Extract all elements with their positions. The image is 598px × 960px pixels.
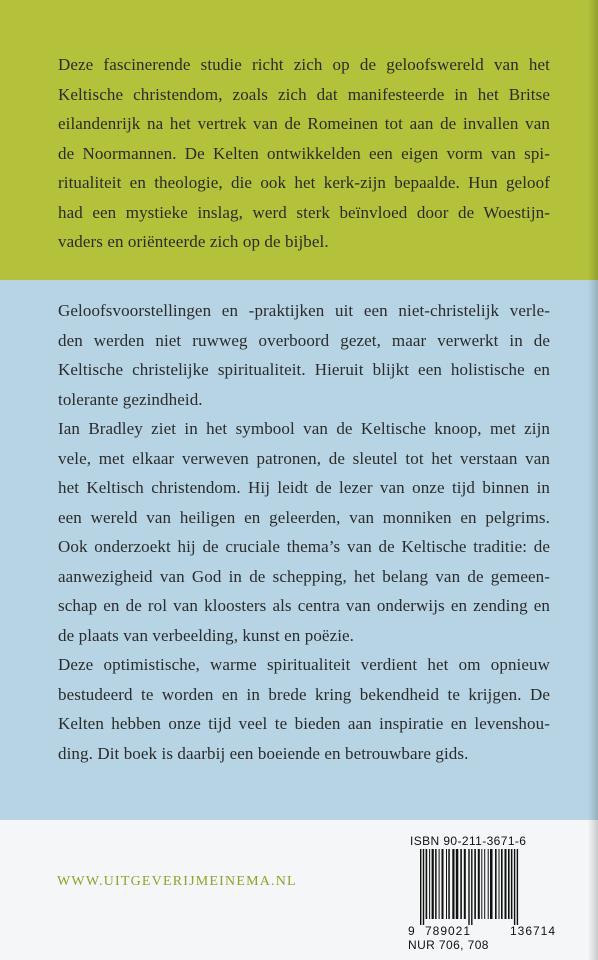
barcode-bar (420, 849, 421, 925)
body-line: Ian Bradley ziet in het symbool van de Keltische knoop, met zijn (58, 419, 550, 438)
barcode-bar (446, 849, 447, 919)
barcode-bar (471, 849, 472, 925)
body-text (58, 296, 550, 768)
barcode-bar (488, 849, 489, 919)
body-line: het Keltisch christendom. Hij leidt de lezer van onze tijd binnen in (58, 478, 550, 497)
body-line: Deze optimistische, warme spiritualiteit verdient het om opnieuw (58, 655, 550, 674)
body-line: vele, met elkaar verweven patronen, de sleutel tot het verstaan van (58, 448, 550, 468)
barcode-digits-right: 136714 (509, 924, 557, 938)
barcode-bar (439, 849, 440, 919)
intro-line: de Noormannen. De Kelten ontwikkelden een eigen vorm van spi- (58, 143, 550, 163)
barcode-digit-lead: 9 (408, 924, 415, 938)
barcode-bar (456, 849, 459, 919)
barcode-bar (514, 849, 515, 925)
body-line: Geloofsvoorstellingen en -praktijken uit een niet-christelijk verle- (58, 301, 550, 320)
barcode-bar (426, 849, 428, 919)
barcode-bar (501, 849, 503, 919)
barcode-bar (499, 849, 500, 919)
body-line: bestudeerd te worden en in brede kring bekendheid te krijgen. De (58, 684, 550, 704)
barcode-bar (474, 849, 476, 919)
body-line: de plaats van verbeelding, kunst en poëzie. (58, 625, 355, 645)
body-line: schap en de rol van kloosters als centra van onderwijs en zending en (58, 596, 550, 615)
body-line: Kelten hebben onze tijd veel te bieden aan inspiratie en levenshou- (58, 714, 550, 733)
intro-line: had een mystieke inslag, werd sterk beïnvloed door de Woestijn- (58, 202, 550, 222)
body-line: Ook onderzoekt hij de cruciale thema’s van de Keltische traditie: de (58, 537, 550, 556)
spine-shadow (588, 0, 598, 960)
body-line: een wereld van heiligen en geleerden, van monniken en pelgrims. (58, 507, 550, 527)
intro-line: eilandenrijk na het vertrek van de Romeinen tot aan de invallen van (58, 114, 550, 133)
intro-line: ritualiteit en theologie, die ook het kerk-zijn bepaalde. Hun geloof (58, 173, 550, 192)
barcode-block (408, 834, 588, 952)
body-line: den werden niet ruwweg overboord gezet, maar verwerkt in de (58, 330, 550, 350)
barcode-bar (435, 849, 437, 919)
barcode-bar (517, 849, 518, 925)
barcode-bar (490, 849, 493, 919)
barcode-bar (460, 849, 462, 919)
body-line: Keltische christelijke spiritualiteit. Hieruit blijkt een holistische en (58, 360, 550, 379)
barcode-bar (508, 849, 510, 919)
intro-line: Keltische christendom, zoals zich dat manifesteerde in het Britse (58, 84, 550, 104)
barcode-icon (408, 849, 588, 939)
intro-line: vaders en oriënteerde zich op de bijbel. (58, 232, 329, 251)
barcode-bar (464, 849, 466, 919)
barcode-bar (481, 849, 482, 919)
barcode-bar (484, 849, 485, 919)
barcode-bar (478, 849, 480, 919)
barcode-bar (423, 849, 424, 925)
barcode-bar (432, 849, 434, 919)
publisher-website[interactable]: WWW.UITGEVERIJMEINEMA.NL (57, 874, 297, 889)
barcode-bar (442, 849, 444, 919)
barcode-bar (511, 849, 513, 919)
barcode-bar (495, 849, 497, 919)
barcode-bar (448, 849, 450, 919)
intro-line: Deze fascinerende studie richt zich op de geloofswereld van het (58, 55, 550, 74)
isbn-label: ISBN 90-211-3671-6 (410, 834, 527, 848)
body-line: tolerante gezindheid. (58, 389, 203, 409)
body-line: aanwezigheid van God in de schepping, het belang van de gemeen- (58, 566, 550, 586)
barcode-bar (429, 849, 430, 919)
intro-paragraph (58, 50, 550, 257)
barcode-bar (468, 849, 469, 925)
nur-label: NUR 706, 708 (408, 938, 489, 952)
body-line: ding. Dit boek is daarbij een boeiende en betrouwbare gids. (58, 743, 469, 763)
barcode-bar (505, 849, 507, 919)
barcode-digits-left: 789021 (424, 924, 472, 938)
barcode-bar (452, 849, 454, 919)
